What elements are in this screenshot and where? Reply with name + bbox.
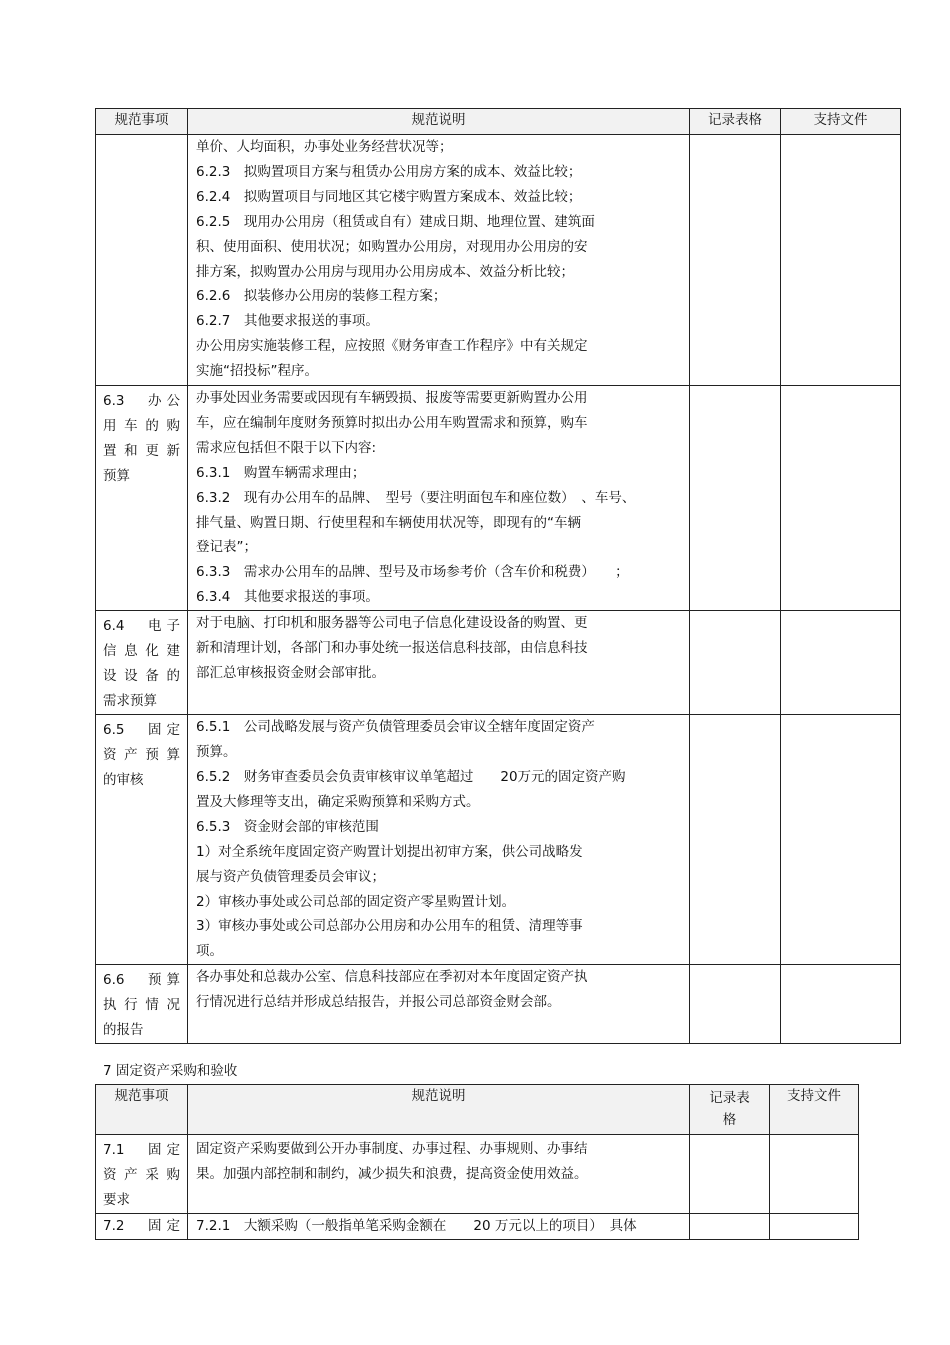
header-spec-item: 规范事项	[96, 109, 188, 135]
header-support-docs: 支持文件	[781, 109, 901, 135]
support-docs-cell	[781, 965, 901, 1044]
spec-item-cell	[96, 1135, 188, 1214]
description-line: 项。	[196, 943, 223, 960]
description-line: 6.3.2 现有办公用车的品牌、 型号（要注明面包车和座位数） 、车号、	[196, 489, 636, 506]
spec-item-line: 预算	[103, 468, 130, 484]
spec-item-line: 6.3 办公	[103, 393, 180, 409]
description-line: 新和清理计划，各部门和办事处统一报送信息科技部，由信息科技	[196, 640, 588, 657]
table-row	[96, 715, 901, 965]
spec-item-line: 的审核	[103, 772, 144, 789]
spec-description-cell	[188, 611, 690, 715]
budget-spec-table	[95, 108, 901, 1044]
record-form-cell	[690, 1214, 770, 1240]
spec-item-line: 的报告	[103, 1022, 144, 1039]
spec-item-line: 7.1 固定	[103, 1142, 180, 1158]
spec-item-line: 用车的购	[103, 418, 180, 434]
spec-item-line: 6.5 固定	[103, 722, 180, 739]
spec-description-cell	[188, 135, 690, 386]
description-line: 办事处因业务需要或因现有车辆毁损、报废等需要更新购置办公用	[196, 390, 588, 406]
procurement-spec-table	[95, 1084, 859, 1240]
description-line: 固定资产采购要做到公开办事制度、办事过程、办事规则、办事结	[196, 1141, 588, 1157]
spec-description-cell	[188, 386, 690, 611]
description-line: 6.5.1 公司战略发展与资产负债管理委员会审议全辖年度固定资产	[196, 719, 595, 736]
spec-item-line: 置和更新	[103, 443, 180, 459]
support-docs-cell	[770, 1135, 859, 1214]
header-support-docs: 支持文件	[770, 1085, 859, 1135]
header-spec-description: 规范说明	[188, 109, 690, 135]
table-header-row	[96, 109, 901, 135]
spec-description-cell	[188, 715, 690, 965]
spec-item-line: 6.6 预算	[103, 972, 180, 989]
record-form-cell	[690, 135, 781, 386]
description-line: 1）对全系统年度固定资产购置计划提出初审方案，供公司战略发	[196, 843, 583, 860]
record-form-cell	[690, 965, 781, 1044]
header-spec-item: 规范事项	[96, 1085, 188, 1135]
record-form-cell	[690, 1135, 770, 1214]
record-form-cell	[690, 386, 781, 611]
section-7-title: 7 固定资产采购和验收	[103, 1063, 238, 1079]
support-docs-cell	[781, 135, 901, 386]
support-docs-cell	[781, 715, 901, 965]
spec-item-line: 信息化建	[103, 643, 180, 660]
description-line: 预算。	[196, 744, 237, 761]
spec-item-line: 要求	[103, 1192, 130, 1208]
spec-item-cell	[96, 1214, 188, 1240]
table-row	[96, 965, 901, 1044]
description-line: 6.3.4 其他要求报送的事项。	[196, 589, 379, 606]
spec-description-cell	[188, 1135, 690, 1214]
spec-item-line: 资产采购	[103, 1167, 180, 1183]
spec-item-cell	[96, 135, 188, 386]
description-line: 办公用房实施装修工程，应按照《财务审查工作程序》中有关规定	[196, 338, 588, 355]
description-line: 车，应在编制年度财务预算时拟出办公用车购置需求和预算，购车	[196, 414, 588, 431]
record-form-cell	[690, 715, 781, 965]
description-line: 登记表”；	[196, 539, 257, 556]
table-header-row	[96, 1085, 859, 1135]
description-line: 2）审核办事处或公司总部的固定资产零星购置计划。	[196, 893, 516, 910]
spec-item-cell	[96, 715, 188, 965]
spec-item-cell	[96, 611, 188, 715]
spec-item-cell	[96, 386, 188, 611]
header-record-form-line: 格	[722, 1112, 737, 1128]
description-line: 3）审核办事处或公司总部办公用房和办公用车的租赁、清理等事	[196, 918, 583, 935]
spec-item-line: 执行情况	[103, 997, 180, 1014]
description-line: 6.2.4 拟购置项目与同地区其它楼宇购置方案成本、效益比较；	[196, 188, 582, 205]
description-line: 积、使用面积、使用状况；如购置办公用房，对现用办公用房的安	[196, 238, 588, 255]
spec-item-line: 资产预算	[103, 747, 180, 764]
description-line: 置及大修理等支出，确定采购预算和采购方式。	[196, 793, 480, 810]
description-line: 6.3.3 需求办公用车的品牌、型号及市场参考价（含车价和税费） ；	[196, 564, 629, 581]
description-line: 7.2.1 大额采购（一般指单笔采购金额在 20 万元以上的项目） 具体	[196, 1218, 637, 1234]
description-line: 对于电脑、打印机和服务器等公司电子信息化建设设备的购置、更	[196, 615, 588, 632]
table-row	[96, 1214, 859, 1240]
record-form-cell	[690, 611, 781, 715]
table-row	[96, 1135, 859, 1214]
description-line: 6.2.5 现用办公用房（租赁或自有）建成日期、地理位置、建筑面	[196, 213, 595, 230]
description-line: 6.5.2 财务审查委员会负责审核审议单笔超过 20万元的固定资产购	[196, 768, 626, 785]
header-record-form: 记录表格	[690, 109, 781, 135]
table-row	[96, 386, 901, 611]
support-docs-cell	[781, 386, 901, 611]
description-line: 需求应包括但不限于以下内容:	[196, 439, 377, 456]
spec-description-cell	[188, 965, 690, 1044]
header-spec-description: 规范说明	[188, 1085, 690, 1135]
description-line: 6.2.6 拟装修办公用房的装修工程方案；	[196, 288, 447, 305]
description-line: 6.2.7 其他要求报送的事项。	[196, 313, 379, 330]
description-line: 实施“招投标”程序。	[196, 363, 318, 380]
description-line: 6.3.1 购置车辆需求理由；	[196, 464, 366, 481]
description-line: 部汇总审核报资金财会部审批。	[196, 664, 385, 681]
description-line: 行情况进行总结并形成总结报告，并报公司总部资金财会部。	[196, 994, 561, 1011]
support-docs-cell	[770, 1214, 859, 1240]
spec-item-line: 6.4 电子	[103, 618, 180, 635]
table-row	[96, 611, 901, 715]
spec-description-cell	[188, 1214, 690, 1240]
description-line: 各办事处和总裁办公室、信息科技部应在季初对本年度固定资产执	[196, 969, 588, 986]
description-line: 排气量、购置日期、行使里程和车辆使用状况等，即现有的“车辆	[196, 514, 581, 531]
spec-item-cell	[96, 965, 188, 1044]
description-line: 6.5.3 资金财会部的审核范围	[196, 818, 379, 835]
description-line: 单价、人均面积，办事处业务经营状况等；	[196, 139, 453, 155]
spec-item-line: 设设备的	[103, 668, 180, 685]
header-record-form-line: 记录表	[709, 1090, 750, 1106]
table-row	[96, 135, 901, 386]
spec-item-line: 7.2 固定	[103, 1218, 180, 1234]
support-docs-cell	[781, 611, 901, 715]
spec-item-line: 需求预算	[103, 693, 157, 710]
description-line: 果。加强内部控制和制约，减少损失和浪费，提高资金使用效益。	[196, 1165, 588, 1182]
header-record-form	[690, 1085, 770, 1135]
description-line: 展与资产负债管理委员会审议；	[196, 868, 385, 885]
description-line: 6.2.3 拟购置项目方案与租赁办公用房方案的成本、效益比较；	[196, 163, 582, 180]
description-line: 排方案，拟购置办公用房与现用办公用房成本、效益分析比较；	[196, 263, 574, 280]
